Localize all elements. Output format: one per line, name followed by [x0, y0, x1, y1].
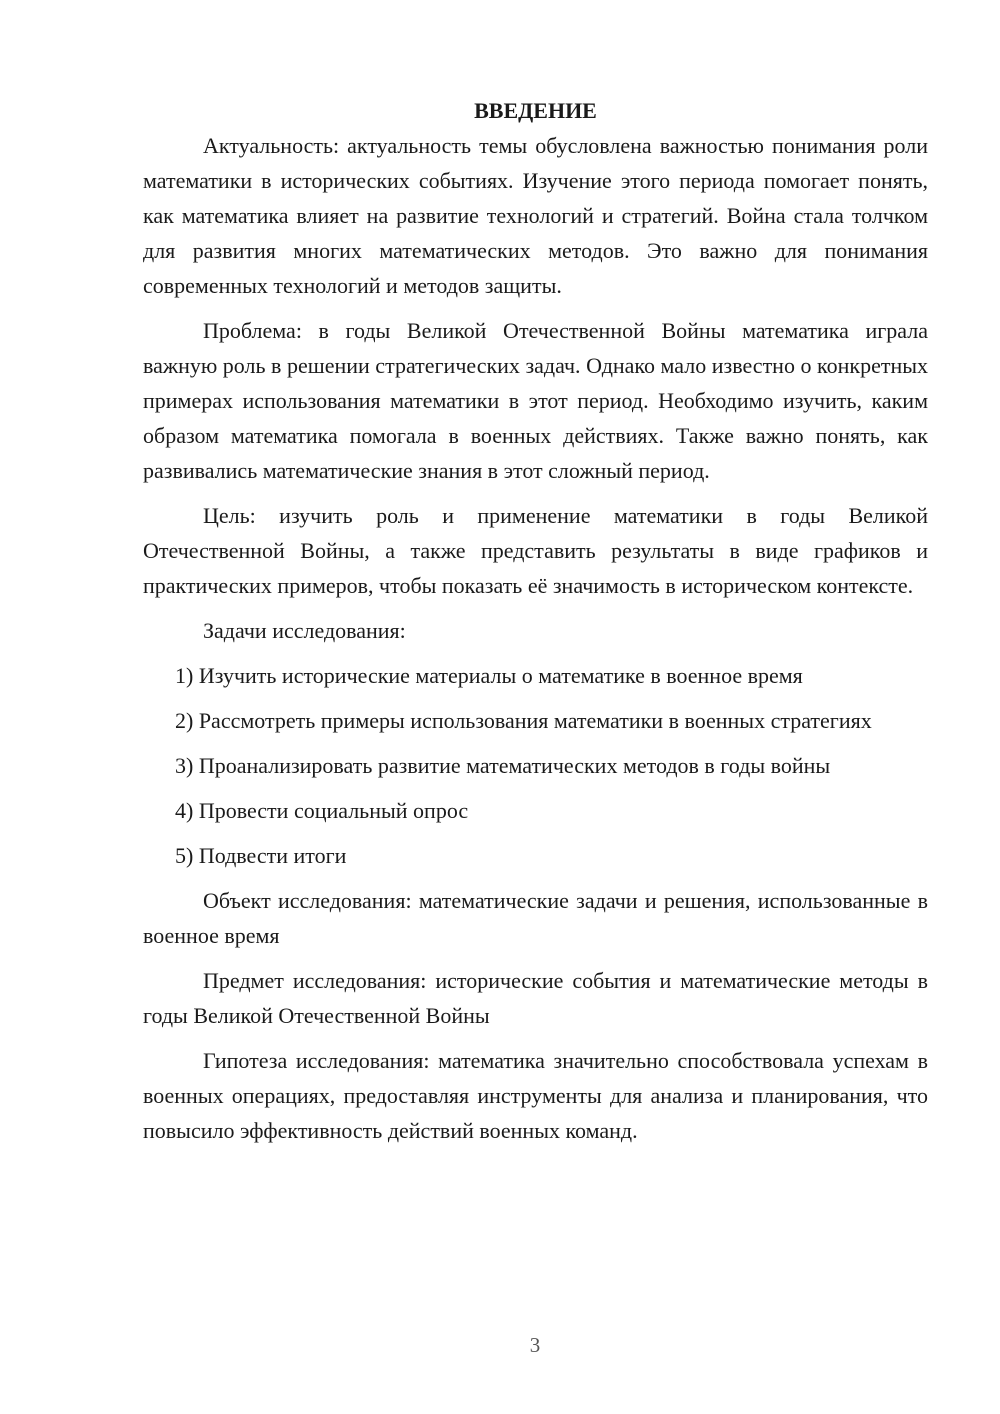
paragraph-subject: Предмет исследования: исторические события и математические методы в годы Великой Отечественной Войны: [143, 968, 928, 1028]
task-item-1: 1) Изучить исторические материалы о математике в военное время: [175, 663, 803, 688]
paragraph-goal: Цель: изучить роль и применение математики в годы Великой Отечественной Войны, а также представить результаты в виде графиков и практических примеров, чтобы показать её значимость в историческом контексте.: [143, 503, 928, 598]
tasks-heading: Задачи исследования:: [203, 618, 406, 643]
paragraph-object: Объект исследования: математические задачи и решения, использованные в военное время: [143, 888, 928, 948]
document-page: [143, 94, 928, 1158]
task-item-3: 3) Проанализировать развитие математических методов в годы войны: [175, 753, 831, 778]
page-title: ВВЕДЕНИЕ: [474, 98, 597, 123]
task-item-5: 5) Подвести итоги: [175, 843, 347, 868]
task-item-4: 4) Провести социальный опрос: [175, 798, 469, 823]
page-number: 3: [529, 1333, 541, 1357]
paragraph-relevance: Актуальность: актуальность темы обусловлена важностью понимания роли математики в исторических событиях. Изучение этого периода помогает понять, как математика влияет на развитие технологий и стратегий. Война стала толчком для развития многих математических методов. Это важно для понимания современных технологий и методов защиты.: [143, 133, 928, 298]
paragraph-hypothesis: Гипотеза исследования: математика значительно способствовала успехам в военных операциях, предоставляя инструменты для анализа и планирования, что повысило эффективность действий военных команд.: [143, 1048, 928, 1143]
paragraph-problem: Проблема: в годы Великой Отечественной Войны математика играла важную роль в решении стратегических задач. Однако мало известно о конкретных примерах использования математики в этот период. Необходимо изучить, каким образом математика помогала в военных действиях. Также важно понять, как развивались математические знания в этот сложный период.: [143, 318, 928, 483]
task-item-2: 2) Рассмотреть примеры использования математики в военных стратегиях: [175, 708, 872, 733]
